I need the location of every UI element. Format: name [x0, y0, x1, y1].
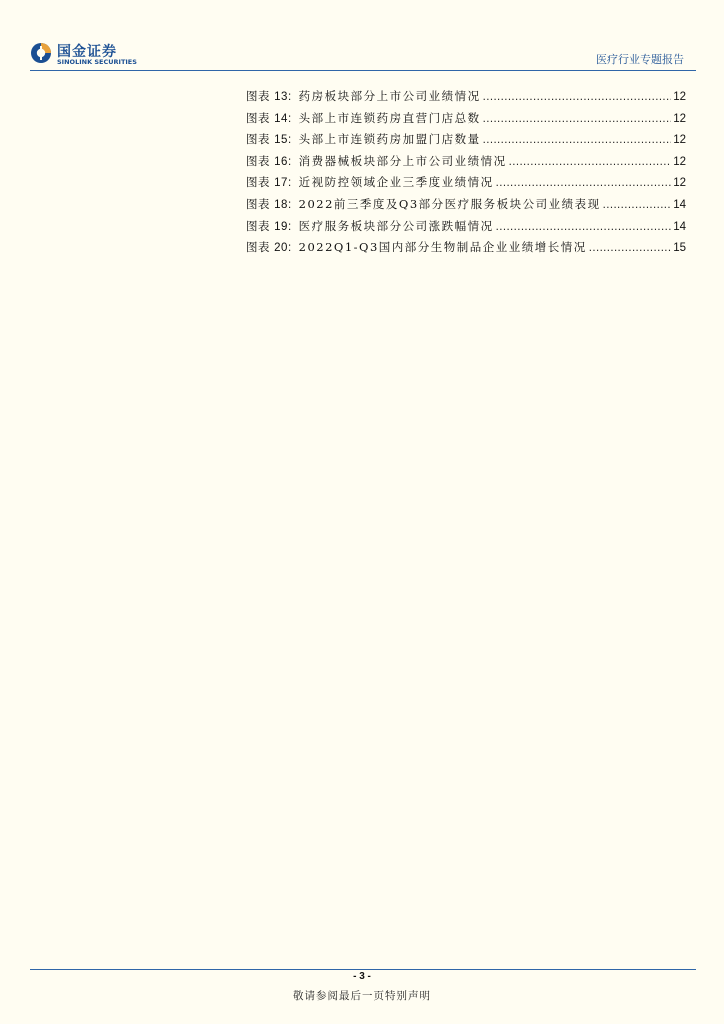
logo-english-name: SINOLINK SECURITIES — [57, 58, 137, 66]
toc-entry-page: 15 — [673, 242, 686, 255]
toc-entry-page: 12 — [673, 91, 686, 103]
disclaimer-note[interactable]: 敬请参阅最后一页特别声明 — [293, 990, 431, 1002]
toc-entry-number: 13: — [274, 91, 292, 103]
toc-dot-leader — [496, 177, 672, 189]
toc-entry[interactable] — [246, 88, 686, 110]
toc-entry-title: 头部上市连锁药房直营门店总数 — [298, 110, 481, 125]
toc-entry-page: 12 — [673, 134, 686, 147]
toc-entry[interactable] — [246, 174, 686, 196]
toc-entry[interactable] — [246, 153, 686, 175]
toc-entry-number: 18: — [274, 198, 292, 211]
toc-entry-number: 14: — [274, 112, 292, 125]
toc-entry-prefix: 图表 — [246, 132, 270, 147]
toc-entry-label — [246, 196, 292, 212]
toc-entry-prefix: 图表 — [246, 89, 270, 103]
toc-dot-leader — [483, 91, 672, 103]
header-divider — [30, 70, 696, 71]
toc-entry-label — [246, 239, 292, 255]
toc-entry-number: 19: — [274, 220, 292, 233]
toc-dot-leader — [483, 134, 672, 146]
logo-chinese-name: 国金证券 — [57, 44, 117, 60]
toc-entry-title: 头部上市连锁药房加盟门店数量 — [298, 132, 481, 147]
toc-entry[interactable] — [246, 110, 686, 132]
toc-entry-page: 12 — [673, 155, 686, 168]
page-header — [0, 0, 724, 80]
toc-entry[interactable] — [246, 196, 686, 218]
toc-entry-title: 医疗服务板块部分公司涨跌幅情况 — [298, 218, 494, 233]
toc-entry-page: 14 — [673, 220, 686, 233]
toc-entry-label — [246, 153, 292, 169]
report-type-label: 医疗行业专题报告 — [596, 53, 684, 66]
toc-entry-page: 14 — [673, 198, 686, 211]
toc-entry-prefix: 图表 — [246, 153, 270, 168]
toc-entry-label — [246, 110, 292, 126]
toc-entry[interactable] — [246, 131, 686, 153]
toc-dot-leader — [603, 199, 672, 211]
toc-entry-number: 20: — [274, 242, 292, 255]
toc-entry-title: 近视防控领域企业三季度业绩情况 — [298, 175, 494, 190]
company-logo — [30, 40, 140, 70]
page-number: - 3 - — [353, 971, 371, 982]
toc-entry-prefix: 图表 — [246, 218, 270, 233]
toc-entry-prefix: 图表 — [246, 196, 270, 211]
toc-entry[interactable] — [246, 218, 686, 240]
toc-entry-page: 12 — [673, 177, 686, 190]
toc-entry-label — [246, 174, 292, 190]
toc-entry-label — [246, 131, 292, 147]
toc-entry-title: 药房板块部分上市公司业绩情况 — [298, 89, 481, 103]
toc-entry-label — [246, 218, 292, 234]
toc-entry-prefix: 图表 — [246, 110, 270, 125]
toc-entry-page: 12 — [673, 112, 686, 125]
footer-divider — [30, 969, 696, 970]
toc-entry-label — [246, 88, 292, 104]
toc-dot-leader — [589, 242, 671, 254]
toc-entry-number: 16: — [274, 155, 292, 168]
toc-entry[interactable] — [246, 239, 686, 261]
sinolink-logo-icon — [30, 42, 52, 64]
toc-entry-title: 2022前三季度及Q3部分医疗服务板块公司业绩表现 — [298, 196, 601, 211]
toc-dot-leader — [509, 156, 672, 168]
toc-entry-prefix: 图表 — [246, 240, 270, 255]
figure-list — [246, 88, 686, 261]
toc-entry-number: 17: — [274, 177, 292, 190]
toc-dot-leader — [483, 113, 672, 125]
toc-entry-prefix: 图表 — [246, 175, 270, 190]
toc-dot-leader — [496, 221, 672, 233]
toc-entry-title: 消费器械板块部分上市公司业绩情况 — [298, 153, 507, 168]
toc-entry-number: 15: — [274, 134, 292, 147]
toc-entry-title: 2022Q1-Q3国内部分生物制品企业业绩增长情况 — [298, 240, 587, 255]
